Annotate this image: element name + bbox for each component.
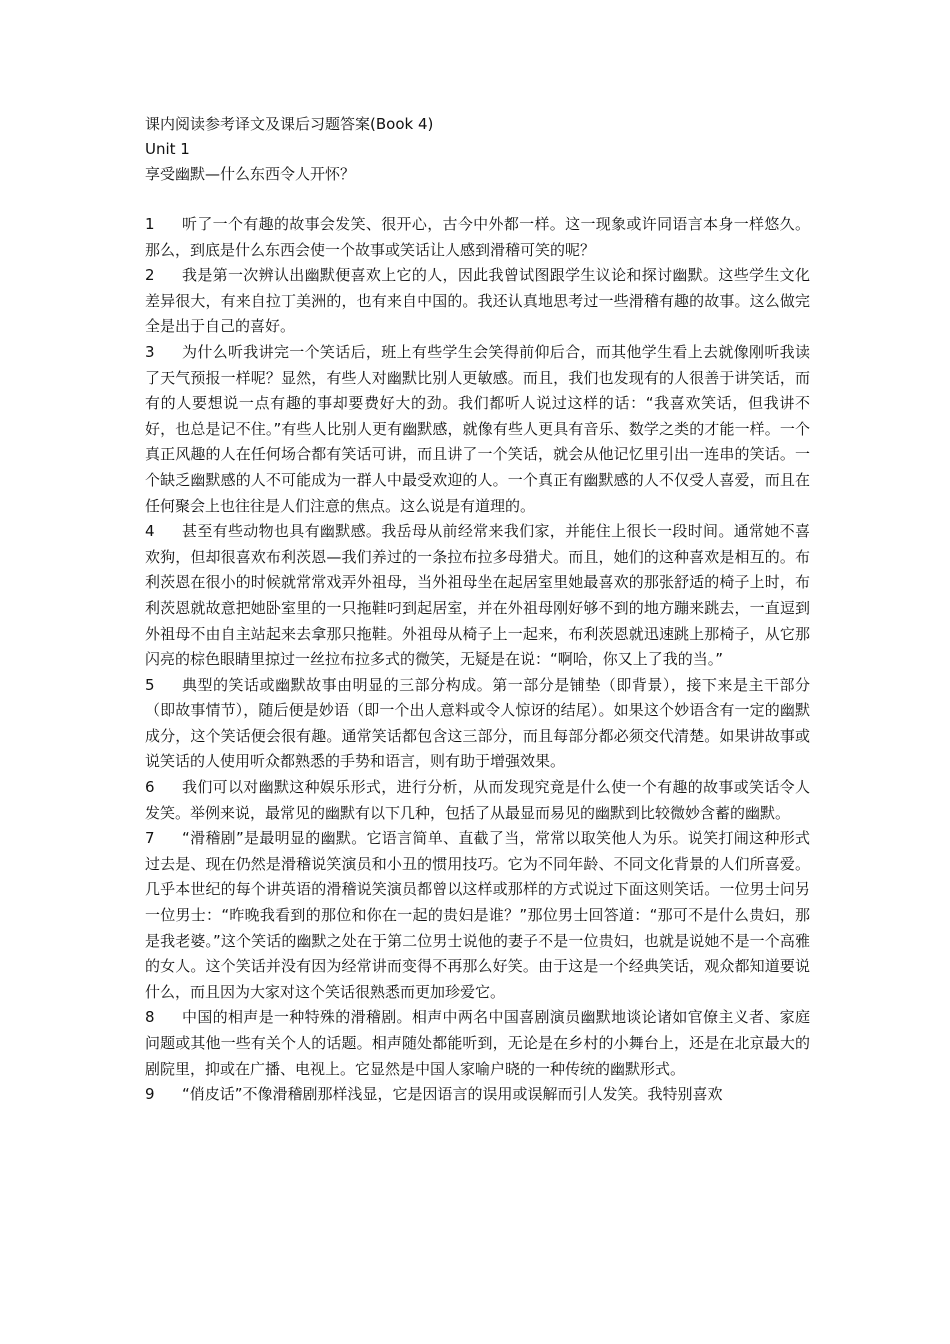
paragraph	[145, 775, 810, 826]
paragraph-number: 2	[145, 266, 155, 285]
paragraph	[145, 1082, 810, 1108]
paragraph-text: “俏皮话”不像滑稽剧那样浅显，它是因语言的误用或误解而引人发笑。我特别喜欢	[182, 1085, 723, 1104]
paragraph-number: 7	[145, 829, 155, 848]
paragraph-number: 4	[145, 522, 155, 541]
lesson-title: 享受幽默—什么东西令人开怀？	[145, 165, 356, 183]
paragraph-number: 1	[145, 215, 155, 233]
paragraph-text: 典型的笑话或幽默故事由明显的三部分构成。第一部分是铺垫（即背景），接下来是主干部分（即故事情节），随后便是妙语（即一个出人意料或令人惊讶的结尾）。如果这个妙语含有一定的幽默成分，这个笑话便会很有趣。通常笑话都包含这三部分，而且每部分都必须交代清楚。如果讲故事或说笑话的人使用听众都熟悉的手势和语言，则有助于增强效果。	[145, 675, 810, 771]
paragraph-number: 8	[145, 1008, 155, 1027]
paragraph-text: 听了一个有趣的故事会发笑、很开心，古今中外都一样。这一现象或许同语言本身一样悠久。那么，到底是什么东西会使一个故事或笑话让人感到滑稽可笑的呢？	[145, 215, 810, 259]
paragraph-text: 我们可以对幽默这种娱乐形式，进行分析，从而发现究竟是什么使一个有趣的故事或笑话令人发笑。举例来说，最常见的幽默有以下几种，包括了从最显而易见的幽默到比较微妙含蓄的幽默。	[145, 778, 810, 822]
document-title: 课内阅读参考译文及课后习题答案(Book 4)	[145, 115, 434, 133]
paragraph	[145, 826, 810, 1005]
paragraph-text: 中国的相声是一种特殊的滑稽剧。相声中两名中国喜剧演员幽默地谈论诸如官僚主义者、家庭问题或其他一些有关个人的话题。相声随处都能听到，无论是在乡村的小舞台上，还是在北京最大的剧院里，抑或在广播、电视上。它显然是中国人家喻户晓的一种传统的幽默形式。	[145, 1008, 810, 1078]
paragraph-list	[145, 212, 810, 1108]
paragraph-text: 我是第一次辨认出幽默便喜欢上它的人，因此我曾试图跟学生议论和探讨幽默。这些学生文化差异很大，有来自拉丁美洲的，也有来自中国的。我还认真地思考过一些滑稽有趣的故事。这么做完全是出于自己的喜好。	[145, 266, 810, 336]
paragraph-number: 3	[145, 342, 155, 361]
paragraph-number: 9	[145, 1085, 155, 1104]
paragraph	[145, 340, 810, 519]
paragraph-number: 5	[145, 675, 155, 694]
paragraph	[145, 519, 810, 673]
paragraph-number: 6	[145, 778, 155, 797]
paragraph-text: 为什么听我讲完一个笑话后，班上有些学生会笑得前仰后合，而其他学生看上去就像刚听我读了天气预报一样呢？显然，有些人对幽默比别人更敏感。而且，我们也发现有的人很善于讲笑话，而有的人要想说一点有趣的事却要费好大的劲。我们都听人说过这样的话：“我喜欢笑话，但我讲不好，也总是记不住。”有些人比别人更有幽默感，就像有些人更具有音乐、数学之类的才能一样。一个真正风趣的人在任何场合都有笑话可讲，而且讲了一个笑话，就会从他记忆里引出一连串的笑话。一个缺乏幽默感的人不可能成为一群人中最受欢迎的人。一个真正有幽默感的人不仅受人喜爱，而且在任何聚会上也往往是人们注意的焦点。这么说是有道理的。	[145, 342, 810, 515]
paragraph	[145, 673, 810, 775]
document-page	[145, 112, 810, 1108]
paragraph-text: 甚至有些动物也具有幽默感。我岳母从前经常来我们家，并能住上很长一段时间。通常她不喜欢狗，但却很喜欢布利茨恩—我们养过的一条拉布拉多母猎犬。而且，她们的这种喜欢是相互的。布利茨恩在很小的时候就常常戏弄外祖母，当外祖母坐在起居室里她最喜欢的那张舒适的椅子上时，布利茨恩就故意把她卧室里的一只拖鞋叼到起居室，并在外祖母刚好够不到的地方蹦来跳去，一直逗到外祖母不由自主站起来去拿那只拖鞋。外祖母从椅子上一起来，布利茨恩就迅速跳上那椅子，从它那闪亮的棕色眼睛里掠过一丝拉布拉多式的微笑，无疑是在说：“啊哈，你又上了我的当。”	[145, 522, 810, 669]
paragraph	[145, 1005, 810, 1082]
paragraph	[145, 212, 810, 263]
unit-label: Unit 1	[145, 140, 190, 158]
blank-line	[145, 187, 810, 212]
paragraph-text: “滑稽剧”是最明显的幽默。它语言简单、直截了当，常常以取笑他人为乐。说笑打闹这种形式过去是、现在仍然是滑稽说笑演员和小丑的惯用技巧。它为不同年龄、不同文化背景的人们所喜爱。几乎本世纪的每个讲英语的滑稽说笑演员都曾以这样或那样的方式说过下面这则笑话。一位男士问另一位男士：“昨晚我看到的那位和你在一起的贵妇是谁？”那位男士回答道：“那可不是什么贵妇，那是我老婆。”这个笑话的幽默之处在于第二位男士说他的妻子不是一位贵妇，也就是说她不是一个高雅的女人。这个笑话并没有因为经常讲而变得不再那么好笑。由于这是一个经典笑话，观众都知道要说什么，而且因为大家对这个笑话很熟悉而更加珍爱它。	[145, 829, 810, 1001]
paragraph	[145, 263, 810, 340]
